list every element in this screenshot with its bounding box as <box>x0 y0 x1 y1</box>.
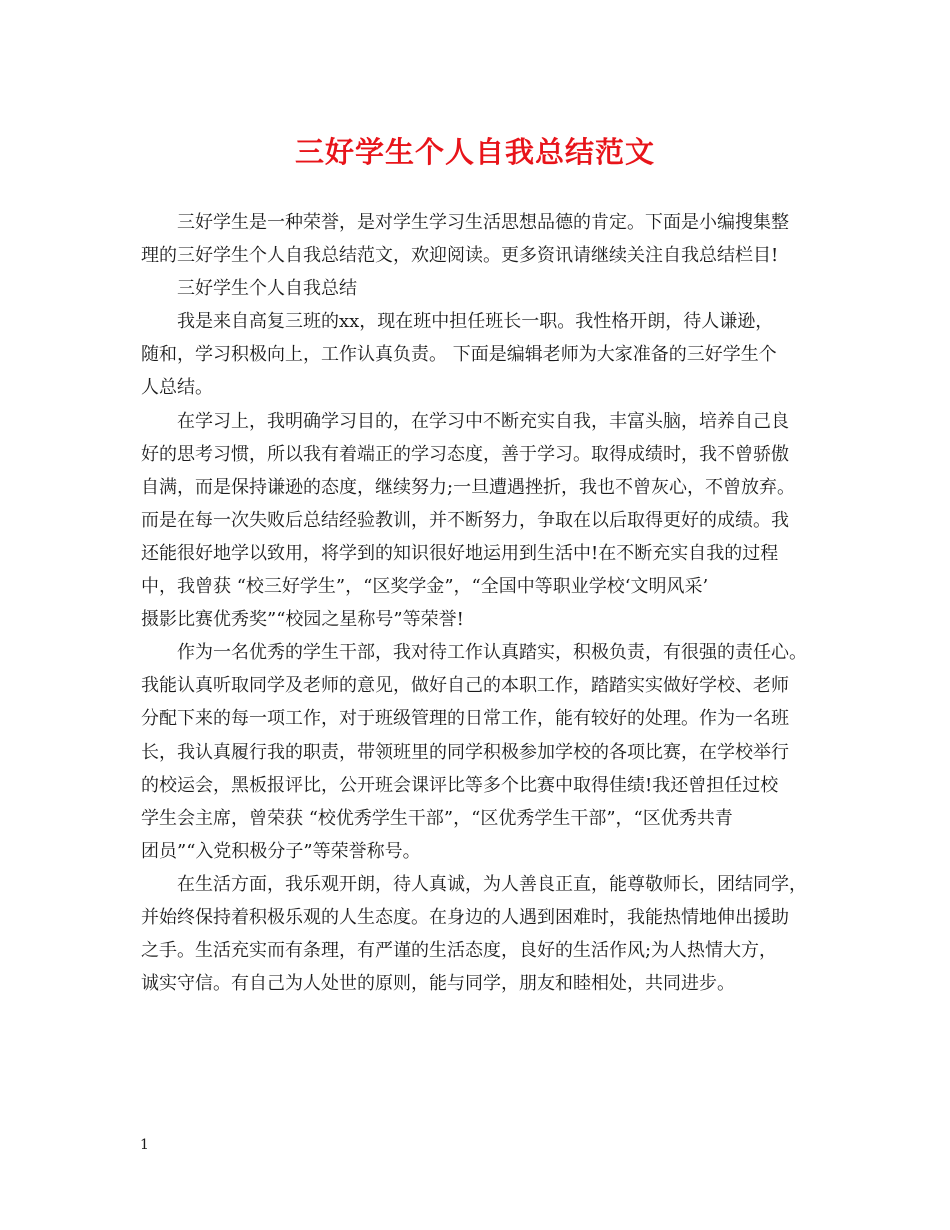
text-line: 并始终保持着积极乐观的人生态度。在身边的人遇到困难时，我能热情地伸出援助 <box>141 906 789 928</box>
text-line: 好的思考习惯，所以我有着端正的学习态度，善于学习。取得成绩时，我不曾骄傲 <box>141 443 789 465</box>
text-line: 我是来自高复三班的xx，现在班中担任班长一职。我性格开朗，待人谦逊， <box>177 311 774 333</box>
section-heading: 三好学生个人自我总结 <box>177 278 357 300</box>
text-line: 三好学生是一种荣誉，是对学生学习生活思想品德的肯定。下面是小编搜集整 <box>177 212 789 233</box>
text-line: 人总结。 <box>141 377 213 399</box>
document-title: 三好学生个人自我总结范文 <box>294 135 655 169</box>
text-line: 摄影比赛优秀奖”“校园之星称号”等荣誉! <box>141 609 464 631</box>
text-line: 而是在每一次失败后总结经验教训，并不断努力，争取在以后取得更好的成绩。我 <box>141 509 789 531</box>
text-line: 中，我曾获 “校三好学生”，“区奖学金”，“全国中等职业学校‘文明风采’ <box>141 576 709 598</box>
text-line: 理的三好学生个人自我总结范文，欢迎阅读。更多资讯请继续关注自我总结栏目! <box>141 245 779 267</box>
text-line: 长，我认真履行我的职责，带领班里的同学积极参加学校的各项比赛，在学校举行 <box>141 741 789 763</box>
text-line: 诚实守信。有自己为人处世的原则，能与同学，朋友和睦相处，共同进步。 <box>141 973 735 995</box>
text-line: 学生会主席，曾荣获 “校优秀学生干部”，“区优秀学生干部”，“区优秀共青 <box>141 807 733 829</box>
text-line: 作为一名优秀的学生干部，我对待工作认真踏实，积极负责，有很强的责任心。 <box>177 642 807 664</box>
document-body <box>141 206 831 1000</box>
text-line: 还能很好地学以致用，将学到的知识很好地运用到生活中!在不断充实自我的过程 <box>141 542 779 564</box>
text-line: 团员”“入党积极分子”等荣誉称号。 <box>141 840 421 862</box>
text-line: 的校运会，黑板报评比，公开班会课评比等多个比赛中取得佳绩!我还曾担任过校 <box>141 774 779 796</box>
page-number: 1 <box>140 1137 149 1153</box>
text-line: 我能认真听取同学及老师的意见，做好自己的本职工作，踏踏实实做好学校、老师 <box>141 675 789 697</box>
text-line: 分配下来的每一项工作，对于班级管理的日常工作，能有较好的处理。作为一名班 <box>141 708 789 730</box>
text-line: 之手。生活充实而有条理，有严谨的生活态度，良好的生活作风;为人热情大方， <box>141 940 778 962</box>
text-line: 在生活方面，我乐观开朗，待人真诚，为人善良正直，能尊敬师长，团结同学， <box>177 873 807 895</box>
text-line: 随和，学习积极向上，工作认真负责。 下面是编辑老师为大家准备的三好学生个 <box>141 344 777 366</box>
text-line: 自满，而是保持谦逊的态度，继续努力;一旦遭遇挫折，我也不曾灰心，不曾放弃。 <box>141 476 796 498</box>
text-line: 在学习上，我明确学习目的，在学习中不断充实自我，丰富头脑，培养自己良 <box>177 410 789 432</box>
